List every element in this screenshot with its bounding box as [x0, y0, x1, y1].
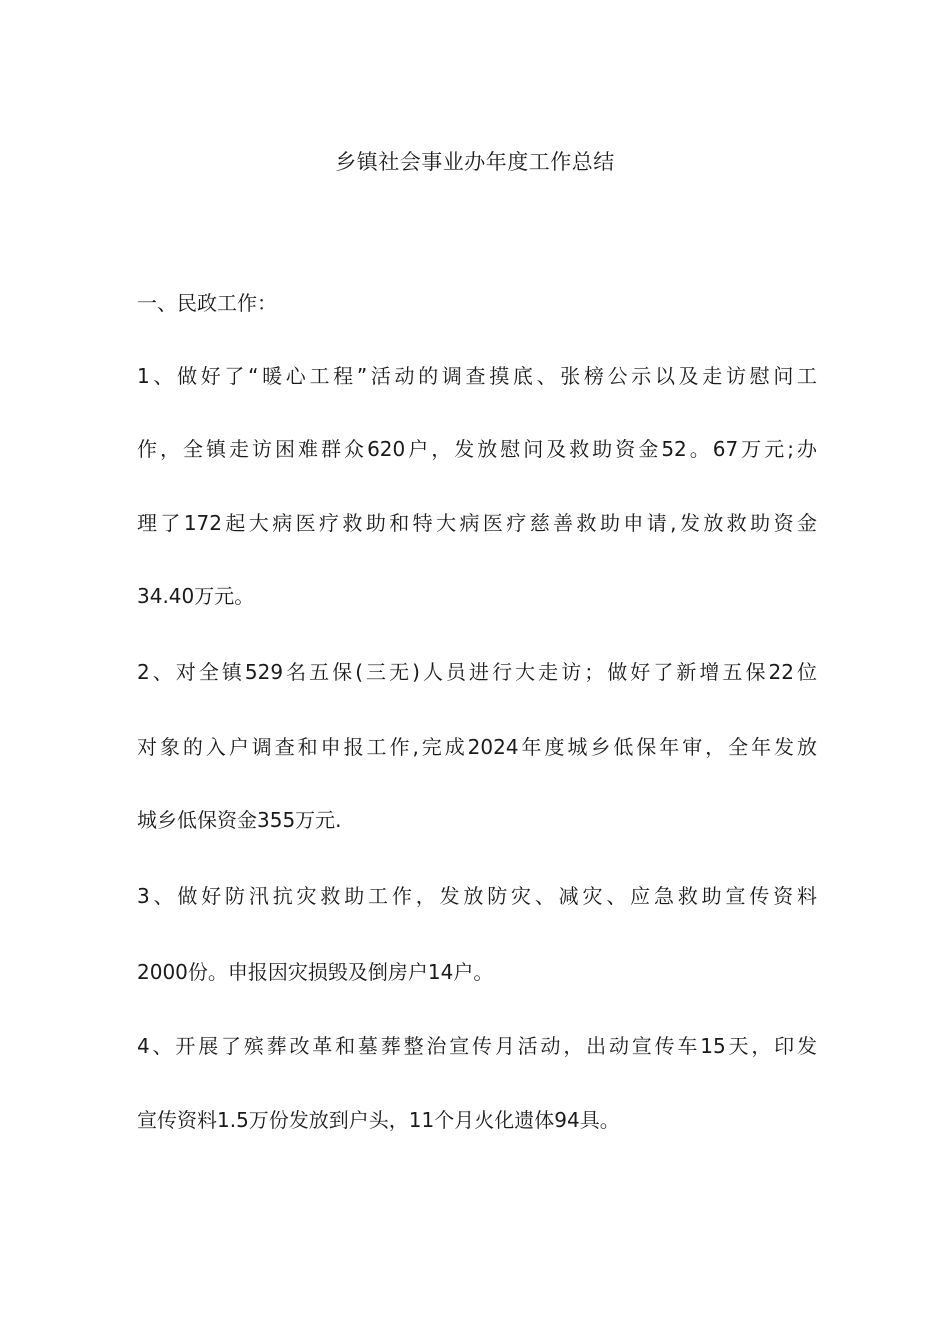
- paragraph-2-line-3: 城乡低保资金355万元.: [137, 808, 342, 832]
- paragraph-4-line-2: 宣传资料1.5万份发放到户头，11个月火化遗体94具。: [137, 1108, 620, 1132]
- paragraph-4-line-1: 4、开展了殡葬改革和墓葬整治宣传月活动，出动宣传车15天，印发: [137, 1034, 817, 1058]
- paragraph-3-line-1: 3、做好防汛抗灾救助工作，发放防灾、减灾、应急救助宣传资料: [137, 884, 817, 908]
- paragraph-1-line-2: 作，全镇走访困难群众620户，发放慰问及救助资金52。67万元;办: [137, 437, 817, 461]
- section-heading: 一、民政工作：: [137, 291, 277, 315]
- paragraph-1-line-1: 1、做好了“暖心工程”活动的调查摸底、张榜公示以及走访慰问工: [137, 364, 817, 388]
- paragraph-2-line-2: 对象的入户调查和申报工作,完成2024年度城乡低保年审，全年发放: [137, 735, 817, 759]
- paragraph-3-line-2: 2000份。申报因灾损毁及倒房户14户。: [137, 960, 494, 984]
- document-title: 乡镇社会事业办年度工作总结: [335, 150, 615, 174]
- paragraph-1-line-3: 理了172起大病医疗救助和特大病医疗慈善救助申请,发放救助资金: [137, 511, 817, 535]
- paragraph-1-line-4: 34.40万元。: [137, 584, 255, 608]
- paragraph-2-line-1: 2、对全镇529名五保(三无)人员进行大走访；做好了新增五保22位: [137, 660, 817, 684]
